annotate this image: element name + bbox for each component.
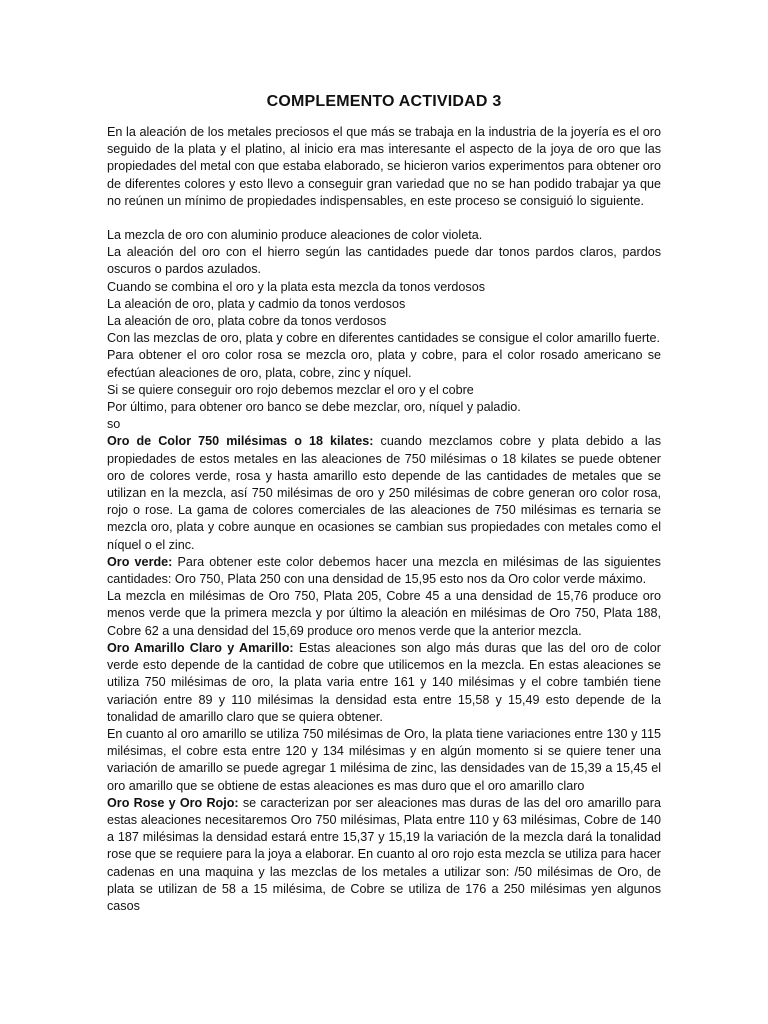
line-so: so [107,417,121,432]
line-cadmio: La aleación de oro, plata y cadmio da tonos verdosos [107,296,406,311]
section-oro-amarillo-extra: En cuanto al oro amarillo se utiliza 750 milésimas de Oro, la plata tiene variaciones entre 130 y 115 milésimas, el cobre esta entre 120 y 134 milésimas y en algún momento si se quiere tener una variación de amarillo se puede agregar 1 milésima de zinc, las densidades van de 15,39 a 15,45 el oro amarillo que se obtiene de estas aleaciones es mas duro que el oro amarillo claro [107,726,661,793]
section-oro-rose-text: se caracterizan por ser aleaciones mas duras de las del oro amarillo para estas aleaciones necesitaremos Oro 750 milésimas, Plata entre 110 y 63 milésimas, Cobre de 140 a 187 milésimas la densidad estará entre 15,37 y 15,19 la variación de la mezcla dará la tonalidad rose que se requiere para la joya a elaborar. En cuanto al oro rojo esta mezcla se utiliza para hacer cadenas en una maquina y las mezclas de los metales a utilizar son: /50 milésimas de Oro, de plata se utilizan de 58 a 15 milésima, de Cobre se utiliza de 176 a 250 milésimas yen algunos casos [107,795,662,913]
line-oro-plata: Cuando se combina el oro y la plata esta mezcla da tonos verdosos [107,279,486,294]
line-hierro: La aleación del oro con el hierro según las cantidades puede dar tonos pardos claros, pardos oscuros o pardos azulados. [107,245,661,277]
document-page [107,92,661,915]
section-oro-verde-extra: La mezcla en milésimas de Oro 750, Plata 205, Cobre 45 a una densidad de 15,76 produce oro menos verde que la primera mezcla y por último la aleación en milésimas de Oro 750, Plata 188, Cobre 62 a una densidad del 15,69 produce oro menos verde que la anterior mezcla. [107,589,661,638]
document-body [107,124,661,915]
section-oro-amarillo [107,640,661,726]
line-oro-rojo: Si se quiere conseguir oro rojo debemos mezclar el oro y el cobre [107,382,474,397]
section-oro-amarillo-heading: Oro Amarillo Claro y Amarillo: [107,640,294,655]
section-oro-verde-heading: Oro verde: [107,554,173,569]
line-oro-blanco: Por último, para obtener oro banco se debe mezclar, oro, níquel y paladio. [107,400,521,415]
section-oro-750 [107,433,661,553]
section-oro-750-heading: Oro de Color 750 milésimas o 18 kilates: [107,434,374,449]
line-amarillo-fuerte: Con las mezclas de oro, plata y cobre en diferentes cantidades se consigue el color amarillo fuerte. [107,331,661,346]
line-oro-rosa: Para obtener el oro color rosa se mezcla oro, plata y cobre, para el color rosado americano se efectúan aleaciones de oro, plata, cobre, zinc y níquel. [107,348,661,380]
line-violeta: La mezcla de oro con aluminio produce aleaciones de color violeta. [107,228,483,243]
document-title: COMPLEMENTO ACTIVIDAD 3 [266,93,502,110]
line-plata-cobre: La aleación de oro, plata cobre da tonos verdosos [107,314,387,329]
section-oro-rose-heading: Oro Rose y Oro Rojo: [107,795,239,810]
section-oro-amarillo-text: Estas aleaciones son algo más duras que las del oro de color verde esto depende de la cantidad de cobre que utilicemos en la mezcla. En estas aleaciones se utiliza 750 milésimas de oro, la plata varia entre 161 y 140 milésimas y el cobre también tiene variación entre 89 y 110 milésimas la densidad esta entre 15,58 y 15,49 esto depende de la tonalidad de amarillo claro que se quiera obtener. [107,640,661,724]
section-oro-verde [107,554,661,588]
section-oro-verde-text: Para obtener este color debemos hacer una mezcla en milésimas de las siguientes cantidades: Oro 750, Plata 250 con una densidad de 15,95 esto nos da Oro color verde máximo. [107,554,661,587]
section-oro-rose [107,795,661,915]
intro-paragraph: En la aleación de los metales preciosos el que más se trabaja en la industria de la joyería es el oro seguido de la plata y el platino, al inicio era mas interesante el aspecto de la joya de oro que las propiedades del metal con que estaba elaborado, se hicieron varios experimentos para obtener oro de diferentes colores y esto llevo a conseguir gran variedad que no se han podido trabajar ya que no reúnen un mínimo de propiedades indispensables, en este proceso se consiguió lo siguiente. [107,125,661,208]
section-oro-750-text: cuando mezclamos cobre y plata debido a las propiedades de estos metales en las aleaciones de 750 milésimas o 18 kilates se puede obtener oro de colores verde, rosa y hasta amarillo esto depende de las cantidades de metales que se utilizan en la mezcla, así 750 milésimas de oro y 250 milésimas de cobre generan oro color rosa, rojo o rose. La gama de colores comerciales de las aleaciones de 750 milésimas es ternaria se mezcla oro, plata y cobre aunque en ocasiones se cambian sus propiedades con metales como el níquel o el zinc. [107,434,661,552]
paragraph-spacer [107,210,661,227]
